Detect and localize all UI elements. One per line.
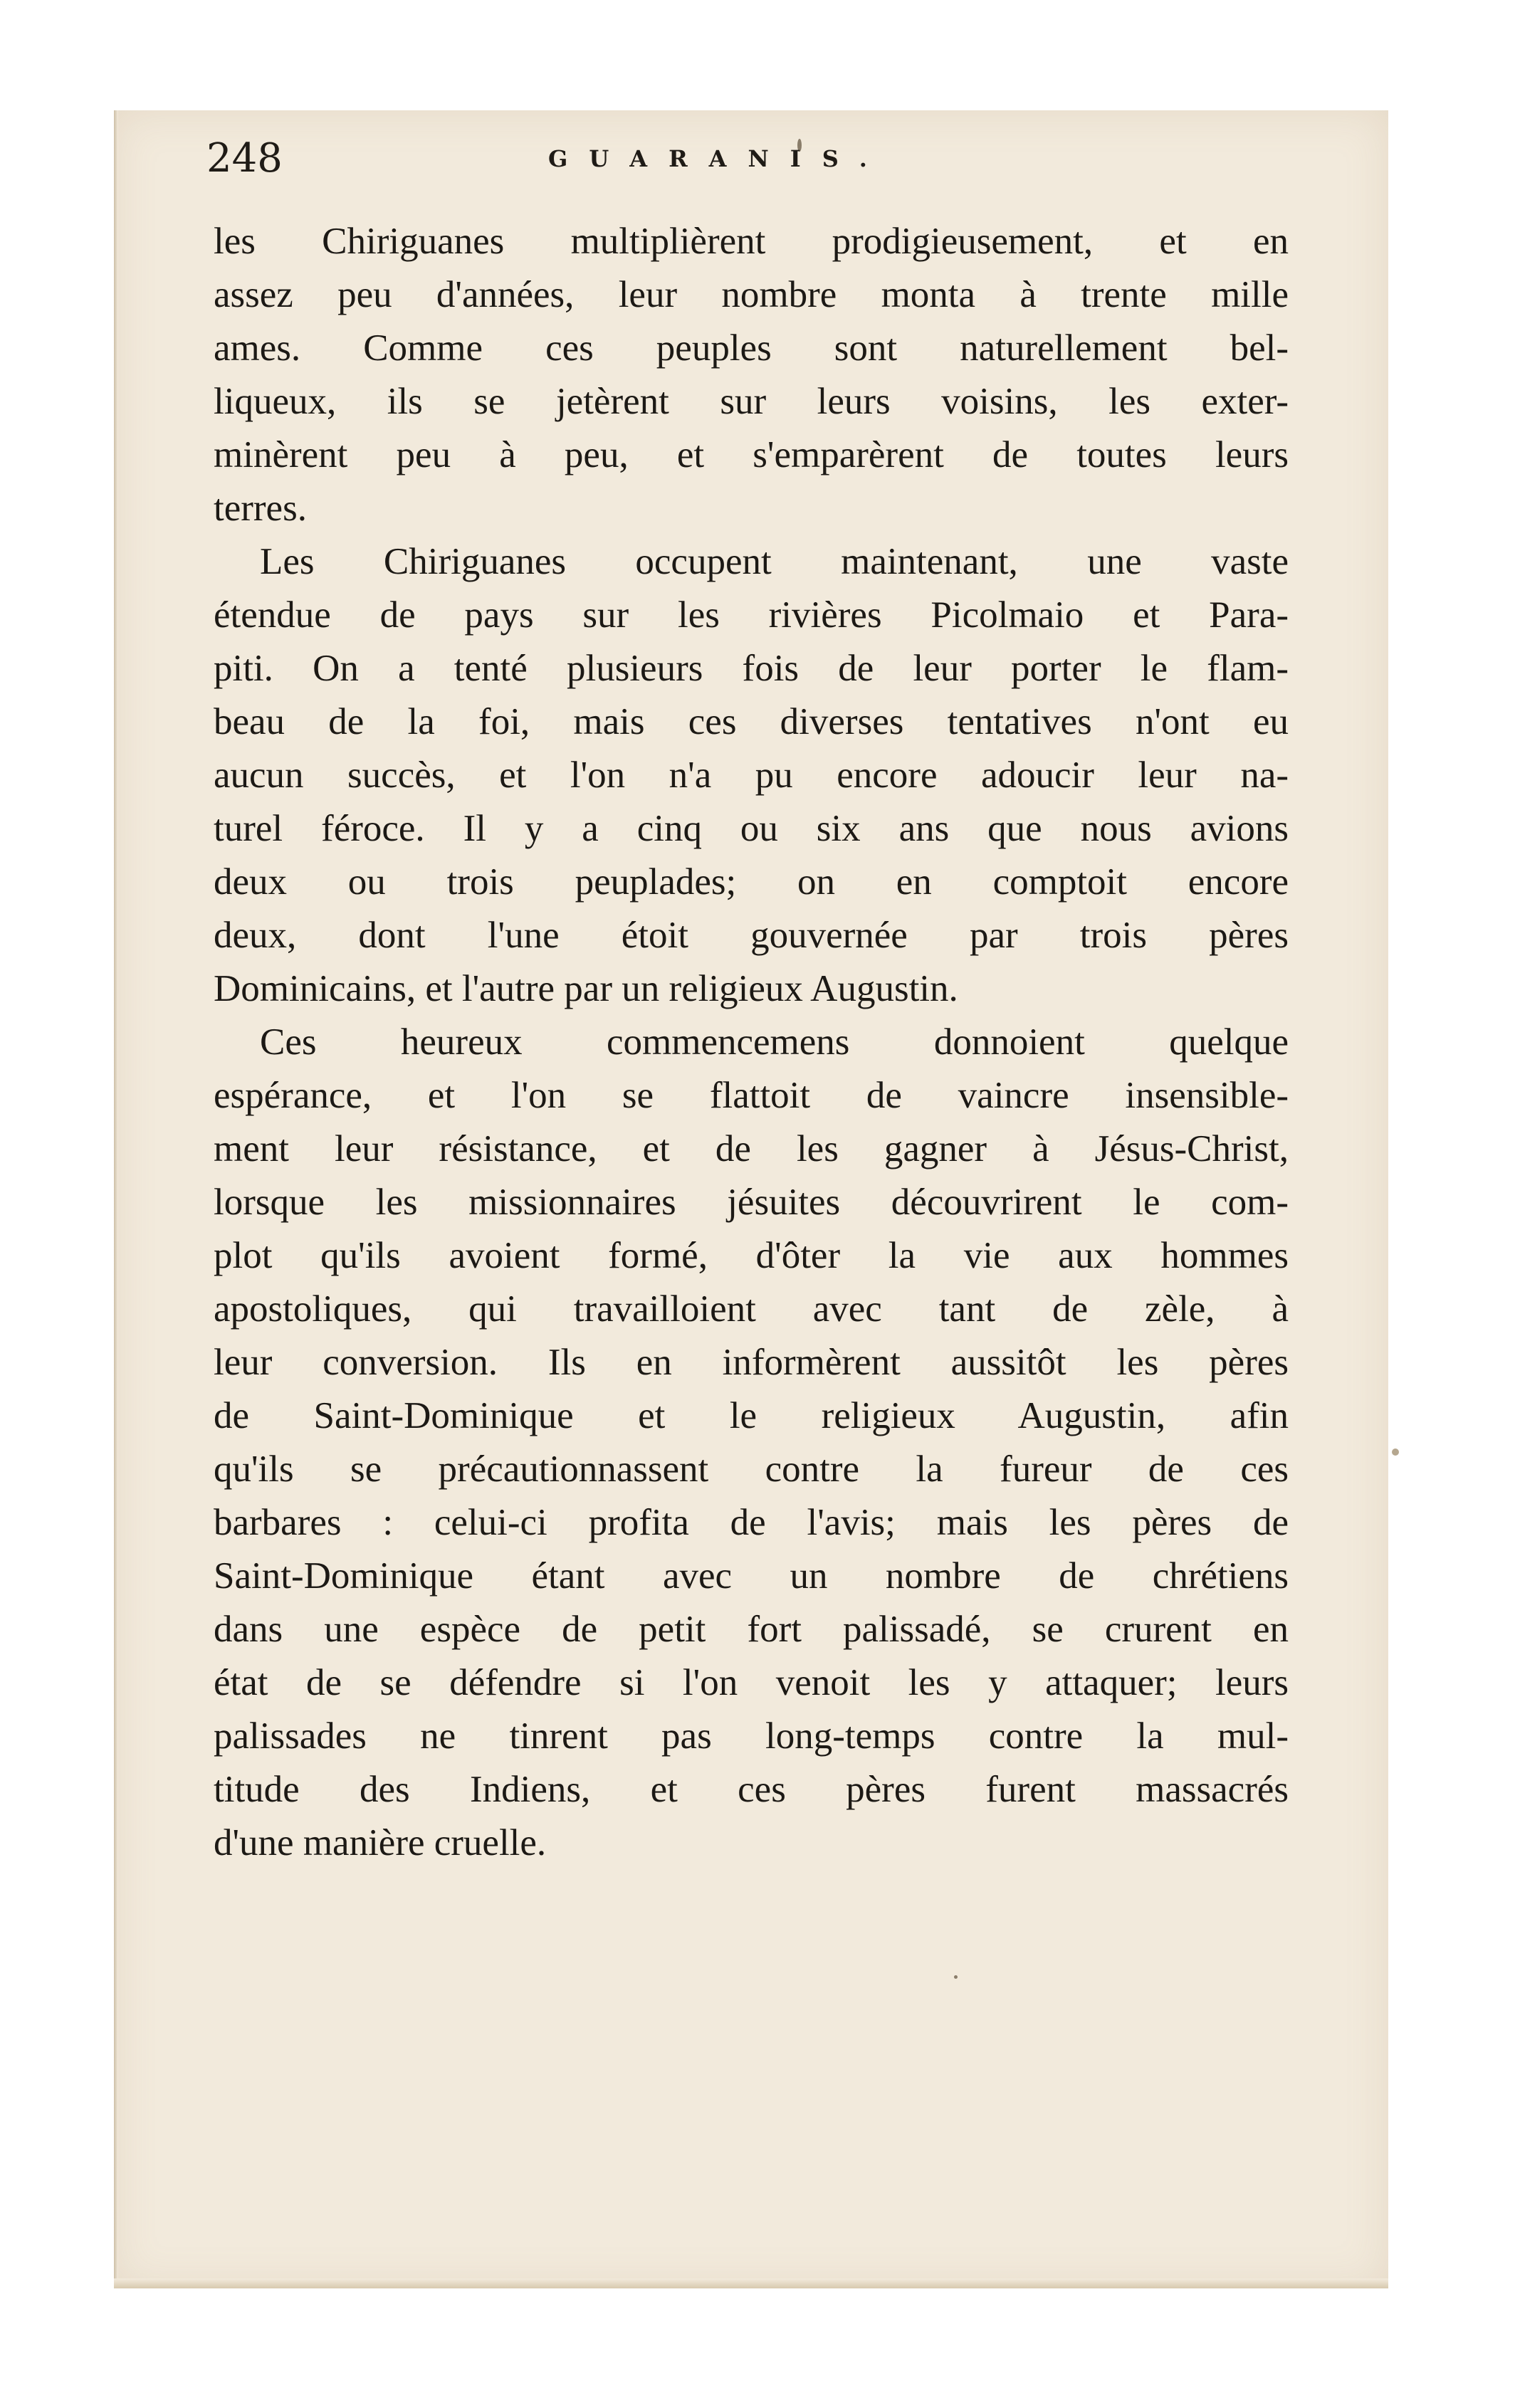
page-edge-left (114, 110, 118, 2288)
text-line: étendue de pays sur les rivières Picolmaio et Para- (214, 594, 1289, 636)
body-text (214, 215, 1289, 1870)
text-line: ment leur résistance, et de les gagner à Jésus-Christ, (214, 1128, 1289, 1169)
running-title: GUARANIS. (548, 145, 888, 172)
text-line: Les Chiriguanes occupent maintenant, une vaste (260, 541, 1289, 582)
text-line: apostoliques, qui travailloient avec tant de zèle, à (214, 1288, 1289, 1330)
text-line: espérance, et l'on se flattoit de vaincre insensible- (214, 1075, 1289, 1116)
text-line: de Saint-Dominique et le religieux Augustin, afin (214, 1395, 1289, 1436)
text-line: leur conversion. Ils en informèrent aussitôt les pères (214, 1342, 1289, 1383)
text-line: titude des Indiens, et ces pères furent massacrés (214, 1769, 1289, 1810)
text-line: lorsque les missionnaires jésuites découvrirent le com- (214, 1182, 1289, 1223)
text-line: plot qu'ils avoient formé, d'ôter la vie aux hommes (214, 1235, 1289, 1276)
text-line: ames. Comme ces peuples sont naturellement bel- (214, 327, 1289, 369)
page-edge-bottom (114, 2278, 1388, 2288)
page-number: 248 (206, 135, 283, 182)
text-line: Saint-Dominique étant avec un nombre de chrétiens (214, 1555, 1289, 1597)
text-line: qu'ils se précautionnassent contre la fureur de ces (214, 1449, 1289, 1490)
text-line: Ces heureux commencemens donnoient quelque (260, 1021, 1289, 1063)
text-line: turel féroce. Il y a cinq ou six ans que nous avions (214, 808, 1289, 849)
text-line: barbares : celui-ci profita de l'avis; mais les pères de (214, 1502, 1289, 1543)
text-line: minèrent peu à peu, et s'emparèrent de toutes leurs (214, 434, 1289, 475)
text-line: aucun succès, et l'on n'a pu encore adoucir leur na- (214, 755, 1289, 796)
text-line: palissades ne tinrent pas long-temps contre la mul- (214, 1715, 1289, 1757)
paper-speck (1392, 1449, 1399, 1456)
paper-speck (954, 1975, 958, 1979)
text-line: piti. On a tenté plusieurs fois de leur porter le flam- (214, 648, 1289, 689)
text-line: d'une manière cruelle. (214, 1822, 547, 1863)
text-line: les Chiriguanes multiplièrent prodigieusement, et en (214, 221, 1289, 262)
text-line: beau de la foi, mais ces diverses tentatives n'ont eu (214, 701, 1289, 742)
text-line: état de se défendre si l'on venoit les y attaquer; leurs (214, 1662, 1289, 1703)
text-line: deux, dont l'une étoit gouvernée par trois pères (214, 915, 1289, 956)
text-line: deux ou trois peuplades; on en comptoit encore (214, 861, 1289, 903)
text-line: assez peu d'années, leur nombre monta à trente mille (214, 274, 1289, 315)
text-line: Dominicains, et l'autre par un religieux Augustin. (214, 968, 958, 1009)
text-line: dans une espèce de petit fort palissadé, se crurent en (214, 1609, 1289, 1650)
text-line: terres. (214, 488, 307, 529)
running-head (206, 127, 1289, 191)
text-line: liqueux, ils se jetèrent sur leurs voisins, les exter- (214, 381, 1289, 422)
